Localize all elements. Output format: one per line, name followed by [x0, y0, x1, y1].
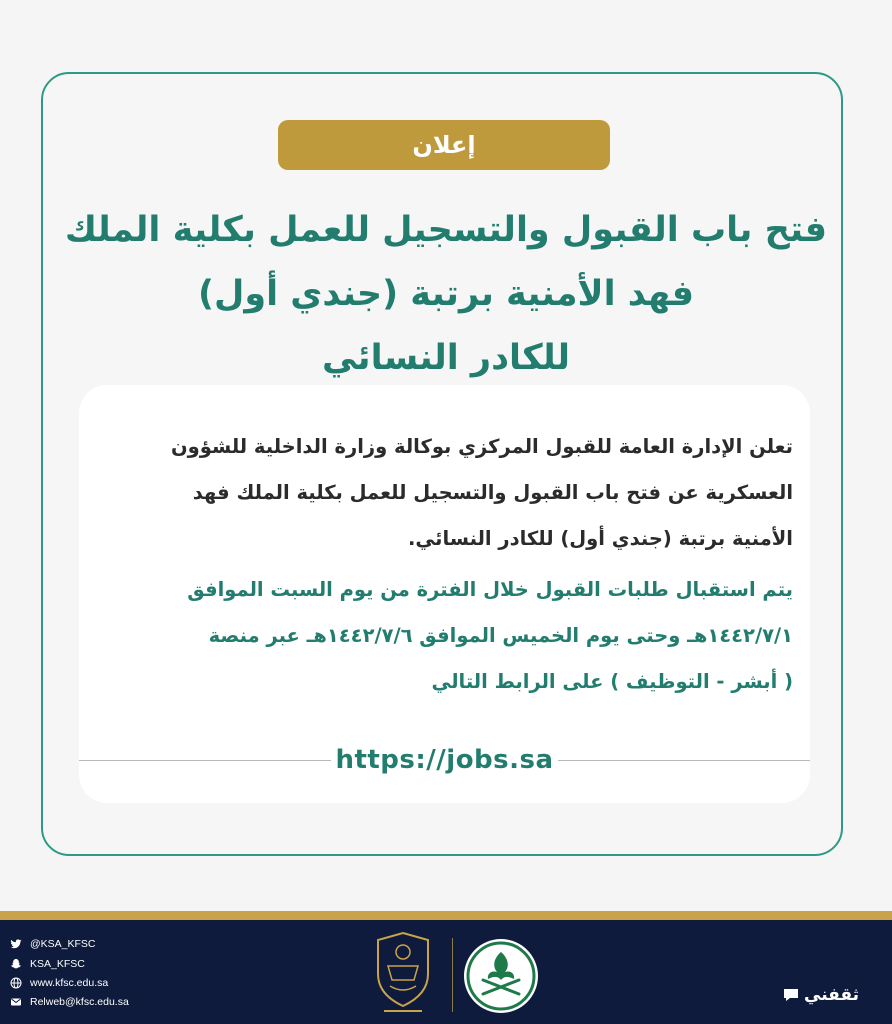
- twitter-handle: @KSA_KFSC: [30, 938, 96, 950]
- footer: [0, 920, 892, 1024]
- divider-left: [79, 760, 331, 761]
- paragraph-line: تعلن الإدارة العامة للقبول المركزي بوكالة وزارة الداخلية للشؤون: [171, 435, 793, 458]
- paragraph-line: العسكرية عن فتح باب القبول والتسجيل للعمل بكلية الملك فهد: [192, 481, 793, 504]
- mail-icon: [10, 996, 22, 1008]
- announcement-badge: [278, 120, 610, 170]
- divider-right: [558, 760, 810, 761]
- site-watermark: [782, 985, 859, 1005]
- watermark-text: ثقفني: [804, 985, 859, 1005]
- email-address: Relweb@kfsc.edu.sa: [30, 996, 129, 1008]
- email-contact[interactable]: [10, 996, 129, 1008]
- twitter-icon: [10, 938, 22, 950]
- snapchat-contact[interactable]: [10, 958, 85, 970]
- moi-emblem-logo: [461, 936, 541, 1016]
- announcement-badge-label: إعلان: [412, 131, 476, 159]
- snapchat-handle: KSA_KFSC: [30, 958, 85, 970]
- jobs-link[interactable]: https://jobs.sa: [335, 745, 554, 775]
- paragraph-line: يتم استقبال طلبات القبول خلال الفترة من يوم السبت الموافق: [187, 578, 793, 601]
- link-row: [79, 738, 810, 782]
- paragraph-line: ١٤٤٢/٧/١هـ وحتى يوم الخميس الموافق ١٤٤٢/٧/٦هـ عبر منصة: [208, 624, 793, 647]
- paragraph-line: الأمنية برتبة (جندي أول) للكادر النسائي.: [408, 527, 793, 550]
- title-line-3: للكادر النسائي: [322, 338, 570, 378]
- paragraph-line: ( أبشر - التوظيف ) على الرابط التالي: [431, 670, 793, 693]
- kfsc-logo: [372, 930, 434, 1016]
- title-line-2: فهد الأمنية برتبة (جندي أول): [198, 274, 694, 314]
- gold-stripe: [0, 911, 892, 920]
- page-title: [60, 198, 832, 390]
- registration-period-paragraph: [96, 567, 793, 705]
- website-url: www.kfsc.edu.sa: [30, 977, 109, 989]
- announcement-paragraph: [96, 424, 793, 562]
- chat-bubble-icon: [782, 987, 800, 1003]
- globe-icon: [10, 977, 22, 989]
- title-line-1: فتح باب القبول والتسجيل للعمل بكلية الملك: [64, 210, 828, 250]
- twitter-contact[interactable]: [10, 938, 96, 950]
- snapchat-icon: [10, 958, 22, 970]
- logo-divider: [452, 938, 453, 1012]
- website-contact[interactable]: [10, 977, 108, 989]
